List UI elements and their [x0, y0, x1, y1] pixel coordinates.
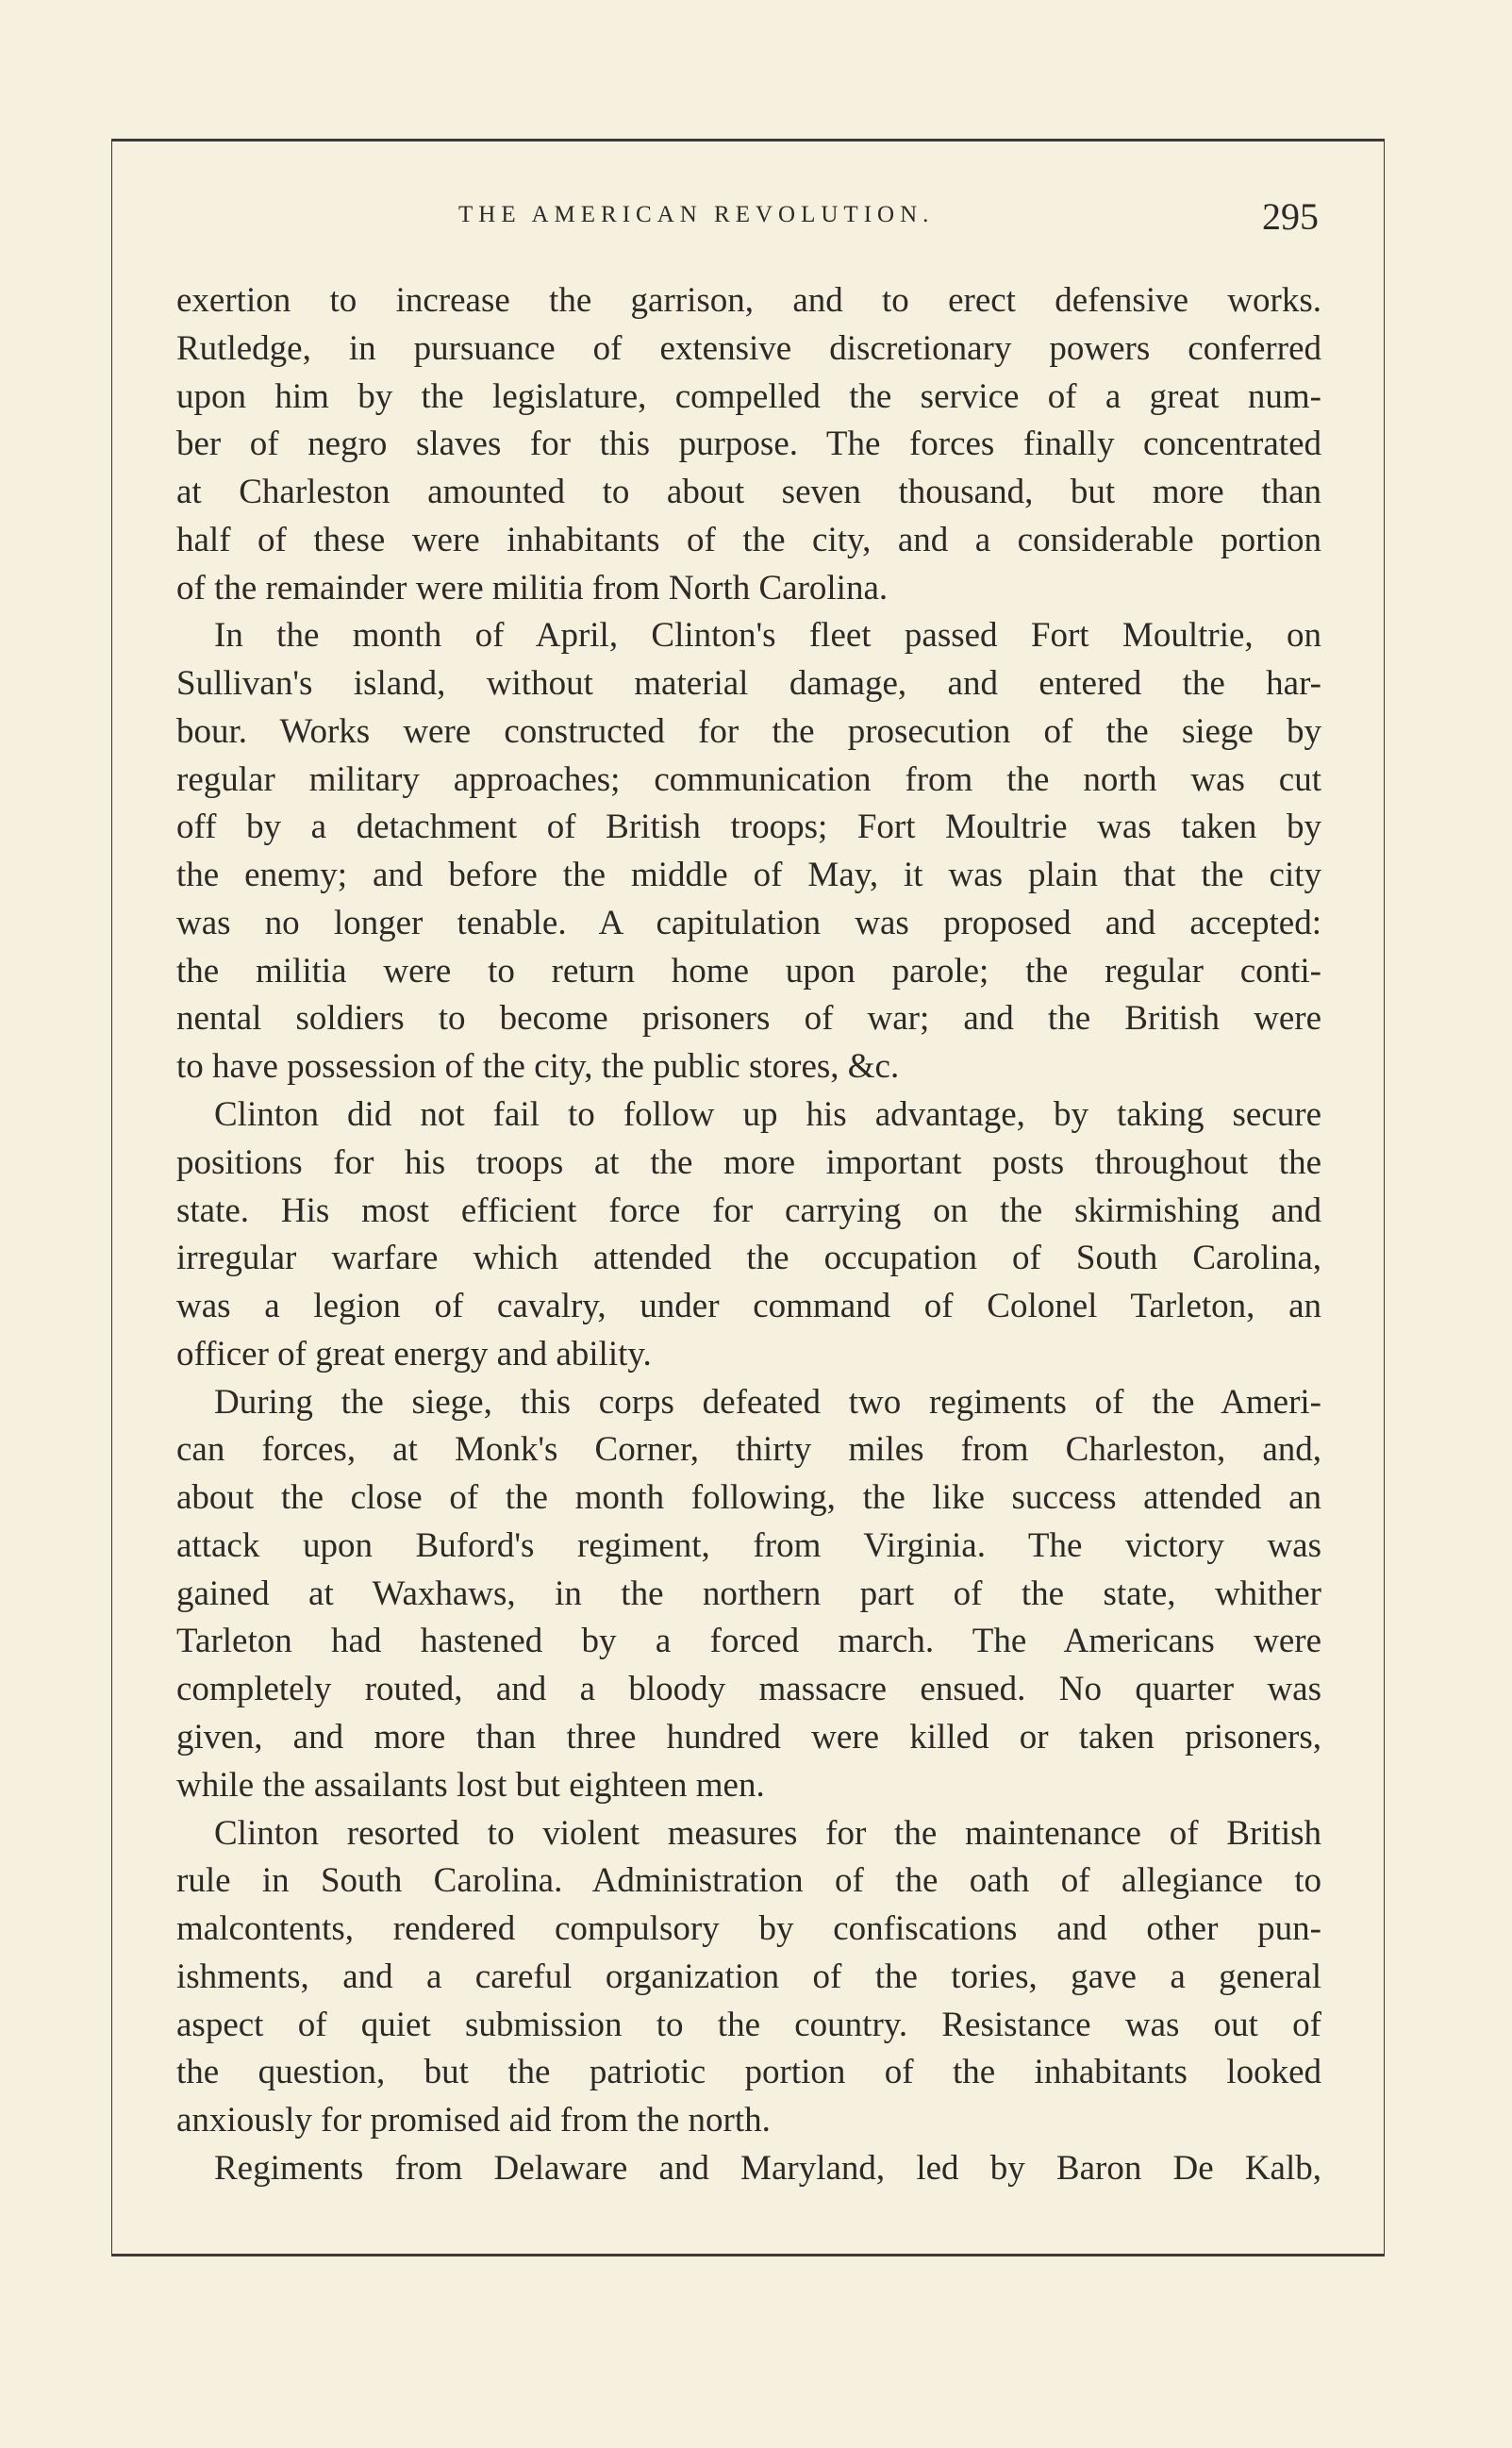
text-line: During the siege, this corps defeated two regiments of the Ameri- — [214, 1382, 1321, 1422]
text-line: given, and more than three hundred were killed or taken prisoners, — [176, 1717, 1321, 1757]
text-line: can forces, at Monk's Corner, thirty miles from Charleston, and, — [176, 1430, 1321, 1470]
text-line: officer of great energy and ability. — [176, 1334, 652, 1374]
paragraph — [176, 277, 1321, 612]
text-line: upon him by the legislature, compelled the service of a great num- — [176, 376, 1321, 416]
text-line: the militia were to return home upon parole; the regular conti- — [176, 951, 1321, 991]
text-line: attack upon Buford's regiment, from Virginia. The victory was — [176, 1525, 1321, 1565]
paragraph — [176, 2145, 1321, 2193]
text-line: In the month of April, Clinton's fleet passed Fort Moultrie, on — [214, 616, 1321, 656]
text-line: ber of negro slaves for this purpose. The forces finally concentrated — [176, 425, 1321, 464]
text-line: half of these were inhabitants of the city, and a considerable portion — [176, 520, 1321, 559]
text-line: Clinton did not fail to follow up his advantage, by taking secure — [214, 1095, 1321, 1135]
text-line: Rutledge, in pursuance of extensive discretionary powers conferred — [176, 328, 1321, 368]
text-line: regular military approaches; communication from the north was cut — [176, 759, 1321, 799]
paragraph — [176, 1810, 1321, 2145]
text-line: about the close of the month following, the like success attended an — [176, 1478, 1321, 1518]
text-line: of the remainder were militia from North Carolina. — [176, 568, 889, 608]
text-line: off by a detachment of British troops; Fort Moultrie was taken by — [176, 808, 1321, 847]
paragraph — [176, 1091, 1321, 1379]
text-line: nental soldiers to become prisoners of war; and the British were — [176, 999, 1321, 1039]
text-line: positions for his troops at the more important posts throughout the — [176, 1142, 1321, 1182]
text-line: malcontents, rendered compulsory by confiscations and other pun- — [176, 1909, 1321, 1949]
page-number: 295 — [1262, 195, 1319, 238]
text-line: the question, but the patriotic portion of the inhabitants looked — [176, 2053, 1321, 2092]
text-line: while the assailants lost but eighteen men. — [176, 1765, 765, 1805]
text-line: anxiously for promised aid from the north. — [176, 2101, 771, 2140]
text-line: Clinton resorted to violent measures for the maintenance of British — [214, 1813, 1321, 1853]
paragraph — [176, 1379, 1321, 1810]
text-line: was a legion of cavalry, under command of Colonel Tarleton, an — [176, 1287, 1321, 1326]
text-line: state. His most efficient force for carrying on the skirmishing and — [176, 1191, 1321, 1230]
text-line: gained at Waxhaws, in the northern part of the state, whither — [176, 1574, 1321, 1613]
text-line: was no longer tenable. A capitulation was proposed and accepted: — [176, 903, 1321, 942]
text-line: aspect of quiet submission to the country. Resistance was out of — [176, 2005, 1321, 2044]
body-text — [176, 277, 1321, 2193]
text-line: Tarleton had hastened by a forced march. The Americans were — [176, 1622, 1321, 1661]
text-line: at Charleston amounted to about seven thousand, but more than — [176, 473, 1321, 512]
text-line: completely routed, and a bloody massacre ensued. No quarter was — [176, 1670, 1321, 1709]
paragraph — [176, 612, 1321, 1091]
running-head: THE AMERICAN REVOLUTION. — [458, 202, 935, 227]
text-line: irregular warfare which attended the occupation of South Carolina, — [176, 1239, 1321, 1278]
text-line: rule in South Carolina. Administration of the oath of allegiance to — [176, 1861, 1321, 1901]
text-line: Sullivan's island, without material damage, and entered the har- — [176, 664, 1321, 704]
text-line: Regiments from Delaware and Maryland, led by Baron De Kalb, — [214, 2148, 1321, 2188]
text-line: ishments, and a careful organization of the tories, gave a general — [176, 1957, 1321, 1996]
text-line: to have possession of the city, the public stores, &c. — [176, 1047, 900, 1087]
text-line: bour. Works were constructed for the prosecution of the siege by — [176, 711, 1321, 751]
text-line: exertion to increase the garrison, and to erect defensive works. — [176, 281, 1321, 320]
text-line: the enemy; and before the middle of May, it was plain that the city — [176, 856, 1321, 895]
